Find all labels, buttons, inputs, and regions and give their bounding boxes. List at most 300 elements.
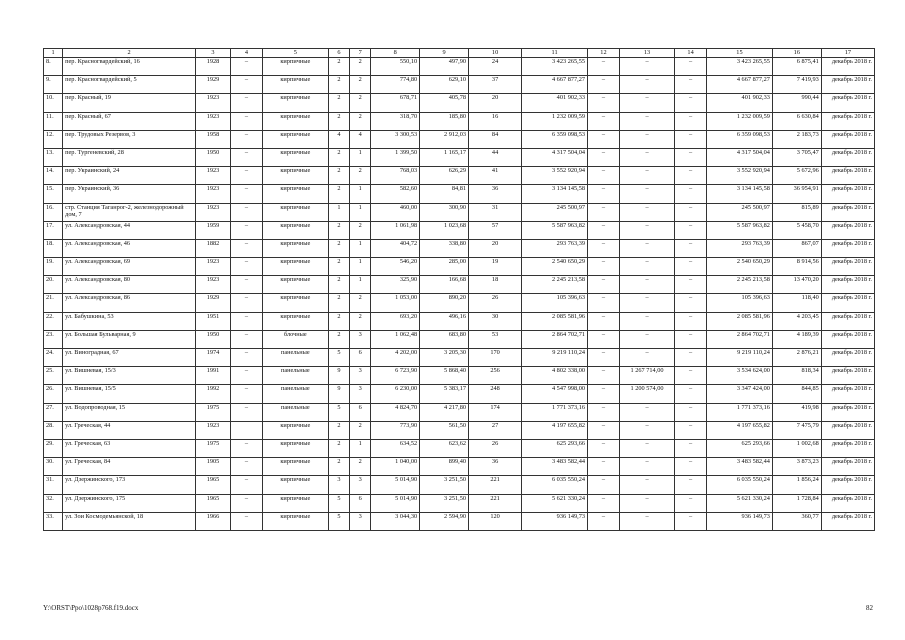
table-cell: 1958 bbox=[195, 130, 230, 148]
table-cell: пер. Красный, 19 bbox=[63, 94, 196, 112]
table-cell: 9 bbox=[328, 367, 349, 385]
table-cell: 1 040,00 bbox=[371, 458, 420, 476]
table-cell: 3 300,53 bbox=[371, 130, 420, 148]
table-cell: 318,70 bbox=[371, 112, 420, 130]
table-cell: 15. bbox=[44, 185, 63, 203]
table-cell: 170 bbox=[469, 349, 522, 367]
table-cell: – bbox=[675, 221, 707, 239]
table-cell: 3 552 920,94 bbox=[707, 167, 773, 185]
table-cell: 6 bbox=[350, 494, 371, 512]
table-cell: – bbox=[675, 239, 707, 257]
table-cell: кирпичные bbox=[262, 258, 328, 276]
table-cell: – bbox=[675, 203, 707, 221]
table-cell: декабрь 2018 г. bbox=[821, 58, 874, 76]
table-cell: 3 423 265,55 bbox=[707, 58, 773, 76]
table-cell: 497,90 bbox=[420, 58, 469, 76]
table-cell: ул. Дзержинского, 173 bbox=[63, 476, 196, 494]
table-cell: 2 bbox=[328, 258, 349, 276]
table-cell: 2 bbox=[328, 112, 349, 130]
table-cell: 1 771 373,16 bbox=[707, 403, 773, 421]
table-cell: 2 183,73 bbox=[772, 130, 821, 148]
table-cell: 496,16 bbox=[420, 312, 469, 330]
table-cell: 2 245 213,58 bbox=[522, 276, 588, 294]
table-cell: ул. Греческая, 84 bbox=[63, 458, 196, 476]
table-row bbox=[44, 167, 875, 185]
table-cell: декабрь 2018 г. bbox=[821, 276, 874, 294]
table-cell: 1 232 009,59 bbox=[522, 112, 588, 130]
table-cell: – bbox=[231, 130, 263, 148]
table-cell: декабрь 2018 г. bbox=[821, 221, 874, 239]
table-cell: 936 149,73 bbox=[707, 512, 773, 530]
table-cell: – bbox=[619, 221, 674, 239]
table-row bbox=[44, 403, 875, 421]
table-cell: 5 587 963,82 bbox=[707, 221, 773, 239]
table-cell: 1 062,48 bbox=[371, 330, 420, 348]
table-cell: – bbox=[619, 112, 674, 130]
table-cell: – bbox=[619, 294, 674, 312]
table-cell: – bbox=[588, 294, 620, 312]
table-cell: 693,20 bbox=[371, 312, 420, 330]
table-cell: 10. bbox=[44, 94, 63, 112]
table-cell: 5 bbox=[328, 403, 349, 421]
table-cell: 2 bbox=[328, 185, 349, 203]
table-cell: – bbox=[231, 403, 263, 421]
table-cell: 1 bbox=[328, 203, 349, 221]
table-cell: 5 383,17 bbox=[420, 385, 469, 403]
header-row bbox=[44, 49, 875, 58]
table-cell: – bbox=[619, 312, 674, 330]
table-cell: декабрь 2018 г. bbox=[821, 258, 874, 276]
table-cell: 1 728,84 bbox=[772, 494, 821, 512]
table-cell: – bbox=[619, 167, 674, 185]
table-cell: – bbox=[675, 276, 707, 294]
table-cell: 2 bbox=[328, 94, 349, 112]
table-cell: 5 bbox=[328, 512, 349, 530]
table-cell: ул. Дзержинского, 175 bbox=[63, 494, 196, 512]
table-cell: 3 044,30 bbox=[371, 512, 420, 530]
table-cell: 3 bbox=[350, 330, 371, 348]
table-cell: 3 134 145,58 bbox=[707, 185, 773, 203]
table-cell: – bbox=[675, 330, 707, 348]
table-cell: 27 bbox=[469, 421, 522, 439]
table-cell: 890,20 bbox=[420, 294, 469, 312]
table-cell: 1923 bbox=[195, 112, 230, 130]
table-cell: – bbox=[675, 167, 707, 185]
table-cell: 4 317 504,04 bbox=[707, 148, 773, 166]
data-table bbox=[43, 48, 875, 531]
table-cell: 2 bbox=[350, 294, 371, 312]
table-cell: 773,90 bbox=[371, 421, 420, 439]
table-cell: 26 bbox=[469, 439, 522, 457]
table-cell: 1965 bbox=[195, 494, 230, 512]
table-cell: 1 002,68 bbox=[772, 439, 821, 457]
table-row bbox=[44, 258, 875, 276]
table-cell: 1 061,98 bbox=[371, 221, 420, 239]
column-number-header: 1 bbox=[44, 49, 63, 58]
table-cell: 248 bbox=[469, 385, 522, 403]
table-cell: – bbox=[675, 494, 707, 512]
table-cell: – bbox=[675, 512, 707, 530]
table-cell: – bbox=[675, 185, 707, 203]
table-cell: – bbox=[588, 385, 620, 403]
table-cell: – bbox=[675, 367, 707, 385]
table-cell: – bbox=[619, 349, 674, 367]
table-cell: кирпичные bbox=[262, 476, 328, 494]
table-cell: ул. Александровская, 86 bbox=[63, 294, 196, 312]
table-cell: кирпичные bbox=[262, 94, 328, 112]
table-cell: 1923 bbox=[195, 421, 230, 439]
table-cell: 1 771 373,16 bbox=[522, 403, 588, 421]
table-cell: 404,72 bbox=[371, 239, 420, 257]
table-cell: – bbox=[231, 476, 263, 494]
table-cell: 325,90 bbox=[371, 276, 420, 294]
table-row bbox=[44, 148, 875, 166]
table-cell: 1 bbox=[350, 148, 371, 166]
table-cell: 105 396,63 bbox=[522, 294, 588, 312]
table-row bbox=[44, 421, 875, 439]
table-cell: 419,98 bbox=[772, 403, 821, 421]
table-cell: 582,60 bbox=[371, 185, 420, 203]
table-cell: 5 621 330,24 bbox=[522, 494, 588, 512]
column-number-header: 13 bbox=[619, 49, 674, 58]
table-cell: 1923 bbox=[195, 185, 230, 203]
table-cell: панельные bbox=[262, 403, 328, 421]
table-cell: декабрь 2018 г. bbox=[821, 494, 874, 512]
table-cell: 1 bbox=[350, 439, 371, 457]
table-cell: 6 bbox=[350, 403, 371, 421]
table-cell: 36 bbox=[469, 458, 522, 476]
table-cell: 561,50 bbox=[420, 421, 469, 439]
table-cell: 634,52 bbox=[371, 439, 420, 457]
table-cell: 1 200 574,00 bbox=[619, 385, 674, 403]
table-cell: 33. bbox=[44, 512, 63, 530]
table-cell: – bbox=[675, 76, 707, 94]
table-cell: – bbox=[619, 494, 674, 512]
table-cell: 1929 bbox=[195, 76, 230, 94]
table-cell: – bbox=[588, 421, 620, 439]
table-cell: 2 bbox=[350, 221, 371, 239]
table-cell: 844,85 bbox=[772, 385, 821, 403]
table-cell: – bbox=[231, 185, 263, 203]
table-cell: – bbox=[675, 148, 707, 166]
table-cell: ул. Александровская, 69 bbox=[63, 258, 196, 276]
table-cell: 5 014,90 bbox=[371, 476, 420, 494]
table-cell: 2 bbox=[328, 58, 349, 76]
table-cell: – bbox=[619, 439, 674, 457]
table-cell: декабрь 2018 г. bbox=[821, 203, 874, 221]
table-row bbox=[44, 312, 875, 330]
footer-file-path: Y:\ORST\Ppo\1028p768.f19.docx bbox=[43, 604, 139, 612]
table-cell: кирпичные bbox=[262, 294, 328, 312]
table-cell: декабрь 2018 г. bbox=[821, 94, 874, 112]
table-cell: 2 912,03 bbox=[420, 130, 469, 148]
table-cell: 1905 bbox=[195, 458, 230, 476]
table-cell: 3 bbox=[350, 476, 371, 494]
table-cell: 13. bbox=[44, 148, 63, 166]
column-number-header: 11 bbox=[522, 49, 588, 58]
table-cell: 1 053,00 bbox=[371, 294, 420, 312]
table-cell: панельные bbox=[262, 349, 328, 367]
table-cell: 41 bbox=[469, 167, 522, 185]
table-cell: 4 667 877,27 bbox=[707, 76, 773, 94]
table-cell: 2 bbox=[328, 239, 349, 257]
table-cell: декабрь 2018 г. bbox=[821, 421, 874, 439]
table-cell: 31. bbox=[44, 476, 63, 494]
column-number-header: 12 bbox=[588, 49, 620, 58]
table-cell: стр. Станция Таганрог-2, железнодорожный дом, 7 bbox=[63, 203, 196, 221]
table-cell: 6 230,00 bbox=[371, 385, 420, 403]
table-cell: 27. bbox=[44, 403, 63, 421]
table-cell: 5 014,90 bbox=[371, 494, 420, 512]
table-cell: – bbox=[675, 439, 707, 457]
table-cell: 3 bbox=[350, 367, 371, 385]
table-cell: 1923 bbox=[195, 94, 230, 112]
table-cell: – bbox=[588, 203, 620, 221]
table-cell: 4 217,80 bbox=[420, 403, 469, 421]
table-cell: декабрь 2018 г. bbox=[821, 76, 874, 94]
table-cell: 625 293,66 bbox=[707, 439, 773, 457]
table-cell: 625 293,66 bbox=[522, 439, 588, 457]
table-cell: 2 876,21 bbox=[772, 349, 821, 367]
table-cell: панельные bbox=[262, 385, 328, 403]
column-number-header: 4 bbox=[231, 49, 263, 58]
table-cell: – bbox=[588, 130, 620, 148]
table-cell: 2 bbox=[328, 439, 349, 457]
table-cell: 2 bbox=[328, 421, 349, 439]
table-cell: 28. bbox=[44, 421, 63, 439]
table-cell: 5 672,96 bbox=[772, 167, 821, 185]
table-cell: – bbox=[588, 494, 620, 512]
table-cell: декабрь 2018 г. bbox=[821, 312, 874, 330]
table-cell: 1975 bbox=[195, 439, 230, 457]
table-cell: 26 bbox=[469, 294, 522, 312]
table-cell: 3 251,50 bbox=[420, 494, 469, 512]
table-cell: декабрь 2018 г. bbox=[821, 403, 874, 421]
table-cell: – bbox=[675, 476, 707, 494]
table-cell: 17. bbox=[44, 221, 63, 239]
table-cell: 3 534 624,00 bbox=[707, 367, 773, 385]
table-cell: 936 149,73 bbox=[522, 512, 588, 530]
table-cell: 4 bbox=[328, 130, 349, 148]
table-cell: декабрь 2018 г. bbox=[821, 476, 874, 494]
table-cell: декабрь 2018 г. bbox=[821, 167, 874, 185]
table-cell: 53 bbox=[469, 330, 522, 348]
table-cell: 2 bbox=[350, 421, 371, 439]
table-cell: 768,03 bbox=[371, 167, 420, 185]
column-number-header: 9 bbox=[420, 49, 469, 58]
table-cell: 4 824,70 bbox=[371, 403, 420, 421]
table-cell: 5 bbox=[328, 494, 349, 512]
table-cell: – bbox=[675, 94, 707, 112]
table-cell: 2 bbox=[328, 330, 349, 348]
column-number-header: 3 bbox=[195, 49, 230, 58]
table-cell: 16. bbox=[44, 203, 63, 221]
table-cell: 4 203,45 bbox=[772, 312, 821, 330]
table-cell: 84,81 bbox=[420, 185, 469, 203]
table-cell: 1 023,68 bbox=[420, 221, 469, 239]
table-cell: 683,80 bbox=[420, 330, 469, 348]
table-cell: 5 bbox=[328, 349, 349, 367]
table-cell: 2 bbox=[328, 167, 349, 185]
table-cell: – bbox=[231, 330, 263, 348]
table-cell: пер. Трудовых Резервов, 3 bbox=[63, 130, 196, 148]
table-cell: 1929 bbox=[195, 294, 230, 312]
table-cell: 6 035 550,24 bbox=[707, 476, 773, 494]
table-cell: кирпичные bbox=[262, 112, 328, 130]
table-cell: 19. bbox=[44, 258, 63, 276]
table-cell: – bbox=[619, 276, 674, 294]
table-cell: 29. bbox=[44, 439, 63, 457]
table-cell: пер. Красногвардейский, 16 bbox=[63, 58, 196, 76]
table-cell: пер. Украинский, 24 bbox=[63, 167, 196, 185]
table-cell: 3 205,30 bbox=[420, 349, 469, 367]
table-cell: 2 bbox=[350, 76, 371, 94]
column-number-header: 10 bbox=[469, 49, 522, 58]
table-cell: 338,80 bbox=[420, 239, 469, 257]
table-cell: – bbox=[619, 148, 674, 166]
table-cell: 19 bbox=[469, 258, 522, 276]
table-cell: 9. bbox=[44, 76, 63, 94]
table-cell: 1 165,17 bbox=[420, 148, 469, 166]
column-number-header: 17 bbox=[821, 49, 874, 58]
table-cell: – bbox=[588, 403, 620, 421]
table-cell: 3 483 582,44 bbox=[707, 458, 773, 476]
table-cell: 20 bbox=[469, 239, 522, 257]
table-cell: – bbox=[231, 221, 263, 239]
table-cell: 2 540 650,29 bbox=[522, 258, 588, 276]
table-cell: – bbox=[675, 258, 707, 276]
table-cell: кирпичные bbox=[262, 239, 328, 257]
table-cell: – bbox=[231, 276, 263, 294]
table-cell: кирпичные bbox=[262, 221, 328, 239]
table-cell: 3 873,23 bbox=[772, 458, 821, 476]
table-cell: – bbox=[619, 512, 674, 530]
table-cell: – bbox=[675, 421, 707, 439]
table-cell: 3 bbox=[328, 476, 349, 494]
table-cell: 546,20 bbox=[371, 258, 420, 276]
table-cell: 1974 bbox=[195, 349, 230, 367]
table-cell: 6 bbox=[350, 349, 371, 367]
table-cell: 2 bbox=[350, 312, 371, 330]
table-cell: 460,00 bbox=[371, 203, 420, 221]
table-cell: 2 bbox=[328, 294, 349, 312]
table-cell: 16 bbox=[469, 112, 522, 130]
table-cell: – bbox=[588, 167, 620, 185]
table-cell: 774,80 bbox=[371, 76, 420, 94]
table-cell: – bbox=[619, 476, 674, 494]
table-cell: 1992 bbox=[195, 385, 230, 403]
table-row bbox=[44, 185, 875, 203]
table-cell: 1951 bbox=[195, 312, 230, 330]
table-cell: – bbox=[588, 476, 620, 494]
table-cell: 9 bbox=[328, 385, 349, 403]
table-cell: 4 547 998,00 bbox=[522, 385, 588, 403]
table-cell: – bbox=[619, 76, 674, 94]
table-cell: 32. bbox=[44, 494, 63, 512]
table-cell: 105 396,63 bbox=[707, 294, 773, 312]
table-cell: – bbox=[231, 58, 263, 76]
table-cell: 1975 bbox=[195, 403, 230, 421]
table-cell: – bbox=[675, 130, 707, 148]
table-cell: – bbox=[675, 349, 707, 367]
table-cell: 2 bbox=[328, 76, 349, 94]
table-cell: – bbox=[675, 294, 707, 312]
table-cell: 1 856,24 bbox=[772, 476, 821, 494]
table-cell: – bbox=[231, 385, 263, 403]
table-cell: – bbox=[588, 58, 620, 76]
table-cell: 2 bbox=[350, 458, 371, 476]
table-cell: ул. Большая Бульварная, 9 bbox=[63, 330, 196, 348]
table-cell: 24. bbox=[44, 349, 63, 367]
table-row bbox=[44, 458, 875, 476]
table-cell: 3 552 920,94 bbox=[522, 167, 588, 185]
table-row bbox=[44, 94, 875, 112]
table-cell: – bbox=[619, 130, 674, 148]
table-cell: – bbox=[588, 439, 620, 457]
column-number-header: 15 bbox=[707, 49, 773, 58]
table-cell: 6 035 550,24 bbox=[522, 476, 588, 494]
table-cell: декабрь 2018 г. bbox=[821, 439, 874, 457]
table-cell: 6 723,90 bbox=[371, 367, 420, 385]
table-cell: кирпичные bbox=[262, 312, 328, 330]
table-cell: 1923 bbox=[195, 167, 230, 185]
table-cell: 990,44 bbox=[772, 94, 821, 112]
table-cell: 2 085 581,96 bbox=[707, 312, 773, 330]
table-cell: декабрь 2018 г. bbox=[821, 239, 874, 257]
table-cell: 12. bbox=[44, 130, 63, 148]
table-cell: – bbox=[231, 76, 263, 94]
table-cell: 3 251,50 bbox=[420, 476, 469, 494]
table-cell: 1 399,50 bbox=[371, 148, 420, 166]
table-row bbox=[44, 385, 875, 403]
column-number-header: 2 bbox=[63, 49, 196, 58]
table-cell: 245 500,97 bbox=[707, 203, 773, 221]
table-row bbox=[44, 276, 875, 294]
table-cell: 30 bbox=[469, 312, 522, 330]
table-row bbox=[44, 294, 875, 312]
table-cell: 1950 bbox=[195, 330, 230, 348]
table-cell: кирпичные bbox=[262, 148, 328, 166]
table-cell: ул. Александровская, 80 bbox=[63, 276, 196, 294]
table-cell: 20. bbox=[44, 276, 63, 294]
table-cell: пер. Украинский, 36 bbox=[63, 185, 196, 203]
table-cell: 285,00 bbox=[420, 258, 469, 276]
table-cell: ул. Греческая, 44 bbox=[63, 421, 196, 439]
table-body bbox=[44, 49, 875, 531]
table-cell: 3 483 582,44 bbox=[522, 458, 588, 476]
table-cell: – bbox=[588, 148, 620, 166]
table-cell: 22. bbox=[44, 312, 63, 330]
table-cell: 3 347 424,00 bbox=[707, 385, 773, 403]
table-cell: 6 630,84 bbox=[772, 112, 821, 130]
table-row bbox=[44, 367, 875, 385]
table-cell: декабрь 2018 г. bbox=[821, 385, 874, 403]
table-cell: 8. bbox=[44, 58, 63, 76]
table-cell: ул. Александровская, 44 bbox=[63, 221, 196, 239]
table-cell: ул. Виноградная, 67 bbox=[63, 349, 196, 367]
table-cell: 2 245 213,58 bbox=[707, 276, 773, 294]
table-cell: – bbox=[588, 367, 620, 385]
table-cell: кирпичные bbox=[262, 439, 328, 457]
table-cell: 36 954,91 bbox=[772, 185, 821, 203]
table-cell: 899,40 bbox=[420, 458, 469, 476]
table-cell: 1 267 714,00 bbox=[619, 367, 674, 385]
table-cell: 2 bbox=[328, 221, 349, 239]
table-cell: 1991 bbox=[195, 367, 230, 385]
table-cell: кирпичные bbox=[262, 185, 328, 203]
table-cell: кирпичные bbox=[262, 58, 328, 76]
table-row bbox=[44, 512, 875, 530]
